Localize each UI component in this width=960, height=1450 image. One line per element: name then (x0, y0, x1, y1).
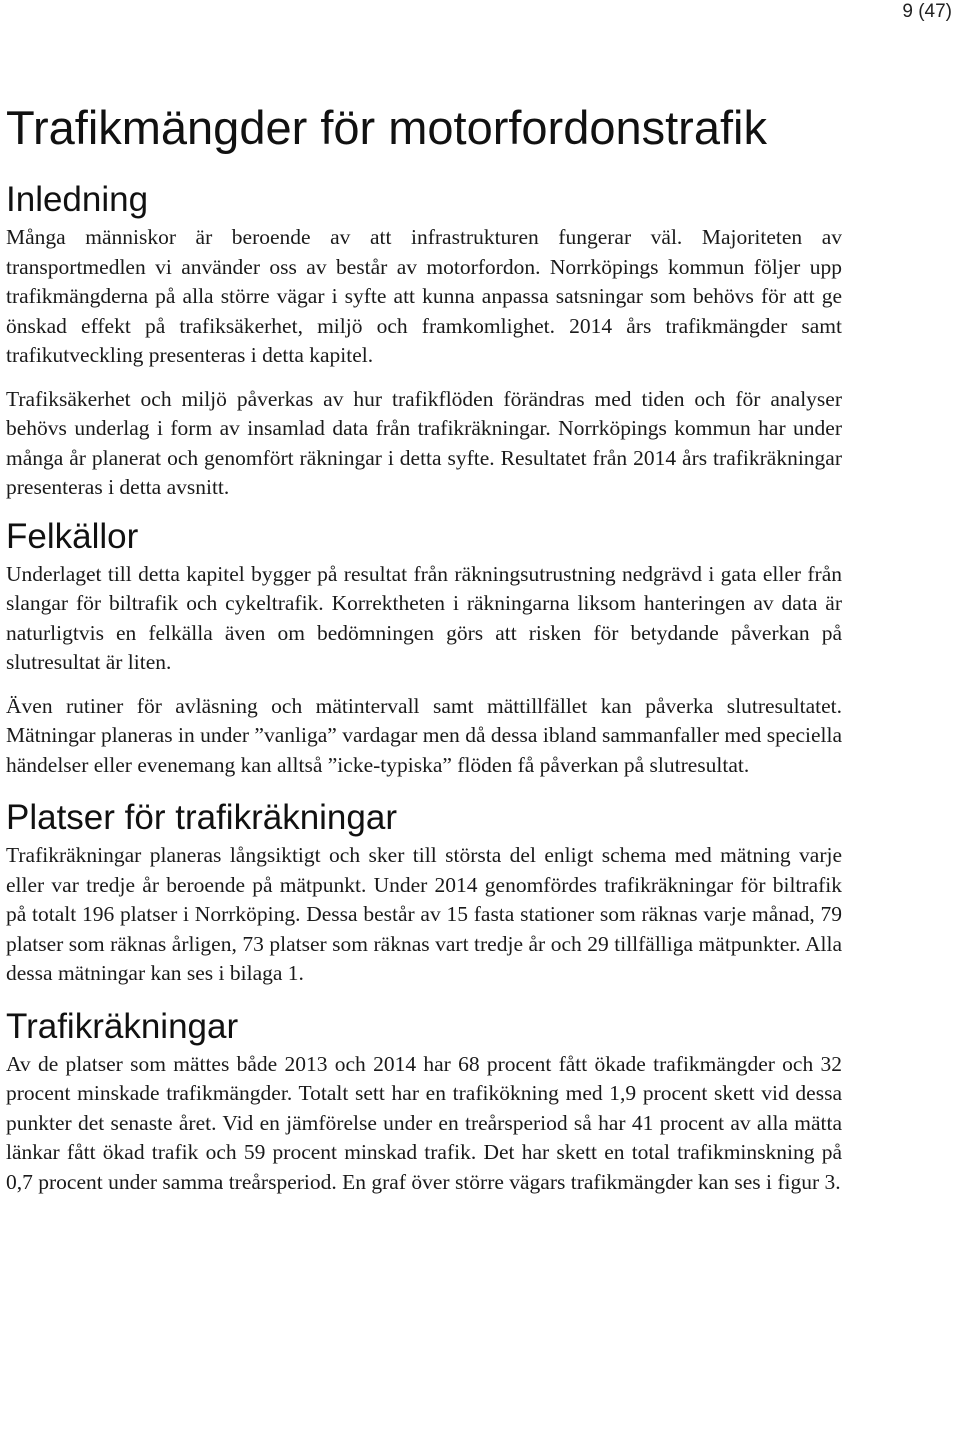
paragraph: Trafiksäkerhet och miljö påverkas av hur trafikflöden förändras med tiden och för analyser behövs underlag i form av insamlad data från trafikräkningar. Norrköpings kommun har under många år planerat och genomfört räkningar i detta syfte. Resultatet från 2014 års trafikräkningar presenteras i detta avsnitt. (6, 386, 842, 499)
section-heading: Trafikräkningar (6, 1006, 239, 1046)
section-platser (6, 798, 842, 989)
paragraph: Trafikräkningar planeras långsiktigt och sker till största del enligt schema med mätning varje eller var tredje år beroende på mätpunkt. Under 2014 genomfördes trafikräkningar för biltrafik på totalt 196 platser i Norrköping. Dessa består av 15 fasta stationer som räknas varje månad, 79 platser som räknas årligen, 73 platser som räknas vart tredje år och 29 tillfälliga mätpunkter. Alla dessa mätningar kan ses i bilaga 1. (6, 843, 842, 985)
document-body (6, 98, 842, 1197)
paragraph: Av de platser som mättes både 2013 och 2014 har 68 procent fått ökade trafikmängder och 32 procent minskade trafikmängder. Totalt sett har en trafikökning med 1,9 procent skett vid dessa punkter det senaste året. Vid en jämförelse under en treårsperiod så har 41 procent av alla mätta länkar fått ökad trafik och 59 procent minskad trafik. Det har skett en total trafikminskning på 0,7 procent under samma treårsperiod. En graf över större vägars trafikmängder kan ses i figur 3. (6, 1051, 842, 1194)
page-title: Trafikmängder för motorfordonstrafik (6, 101, 767, 154)
section-trafikrakningar (6, 1007, 842, 1198)
paragraph: Många människor är beroende av att infrastrukturen fungerar väl. Majoriteten av transportmedlen vi använder oss av består av motorfordon. Norrköpings kommun följer upp trafikmängderna på alla större vägar i syfte att kunna anpassa satsningar som behövs för att ge önskad effekt på trafiksäkerhet, miljö och framkomlighet. 2014 års trafikmängder samt trafikutveckling presenteras i detta kapitel. (6, 225, 842, 367)
section-heading: Inledning (6, 180, 149, 219)
section-felkallor (6, 517, 842, 781)
paragraph: Även rutiner för avläsning och mätintervall samt mättillfället kan påverka slutresultatet. Mätningar planeras in under ”vanliga” vardagar men då dessa ibland sammanfaller med speciella händelser eller evenemang kan alltså ”icke-typiska” flöden få påverkan på slutresultat. (6, 693, 842, 777)
section-inledning (6, 180, 842, 503)
section-heading: Platser för trafikräkningar (6, 798, 397, 837)
page-number: 9 (47) (902, 1, 952, 22)
section-heading: Felkällor (6, 516, 139, 556)
paragraph: Underlaget till detta kapitel bygger på resultat från räkningsutrustning nedgrävd i gata eller från slangar för biltrafik och cykeltrafik. Korrektheten i räkningarna liksom hanteringen av data är naturligtvis en felkälla även om bedömningen görs att risken för betydande påverkan på slutresultat är liten. (6, 561, 842, 674)
